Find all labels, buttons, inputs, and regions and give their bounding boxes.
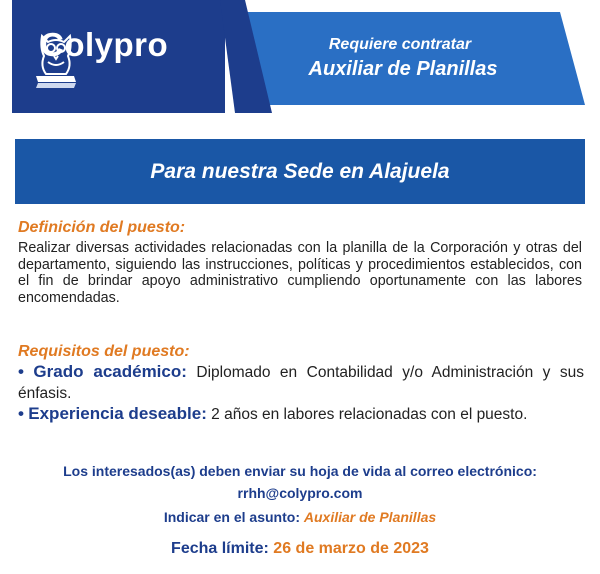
header-subtitle: Requiere contratar — [328, 36, 472, 53]
contact-instructions: Los interesados(as) deben enviar su hoja de vida al correo electrónico: — [63, 463, 537, 479]
location-banner — [15, 139, 585, 204]
header — [0, 0, 600, 120]
requisito-label: Grado académico: — [33, 362, 187, 381]
requisito-item — [18, 403, 584, 425]
colypro-logo — [34, 26, 168, 64]
subject-label: Indicar en el asunto: — [163, 509, 304, 525]
deadline-value: 26 de marzo de 2023 — [273, 540, 429, 557]
requisito-item — [18, 361, 584, 404]
requisitos-heading: Requisitos del puesto: — [18, 343, 190, 360]
bullet: • — [18, 362, 24, 381]
subject-line — [0, 509, 600, 525]
logo-text: Colypro — [40, 26, 169, 63]
location-banner-text: Para nuestra Sede en Alajuela — [150, 159, 450, 183]
definicion-body: Realizar diversas actividades relacionadas con la planilla de la Corporación y otras del departamento, siguiendo las instrucciones, políticas y procedimientos establecidos, con el fin de brindar apoyo administrativo cumpliendo oportunamente con las labores encomendadas. — [18, 240, 582, 306]
owl-on-books-icon — [34, 26, 78, 90]
requisito-label: Experiencia deseable: — [28, 404, 207, 423]
job-title: Auxiliar de Planillas — [308, 58, 498, 80]
definicion-heading: Definición del puesto: — [18, 219, 186, 236]
contact-email[interactable]: rrhh@colypro.com — [237, 485, 363, 501]
deadline-label: Fecha límite: — [171, 540, 274, 557]
subject-value: Auxiliar de Planillas — [303, 509, 437, 525]
requisito-text: Diplomado en Contabilidad y/o Administración y sus énfasis. — [18, 364, 584, 402]
requisito-text: 2 años en labores relacionadas con el puesto. — [206, 406, 528, 423]
bullet: • — [18, 404, 24, 423]
deadline-line — [0, 540, 600, 558]
